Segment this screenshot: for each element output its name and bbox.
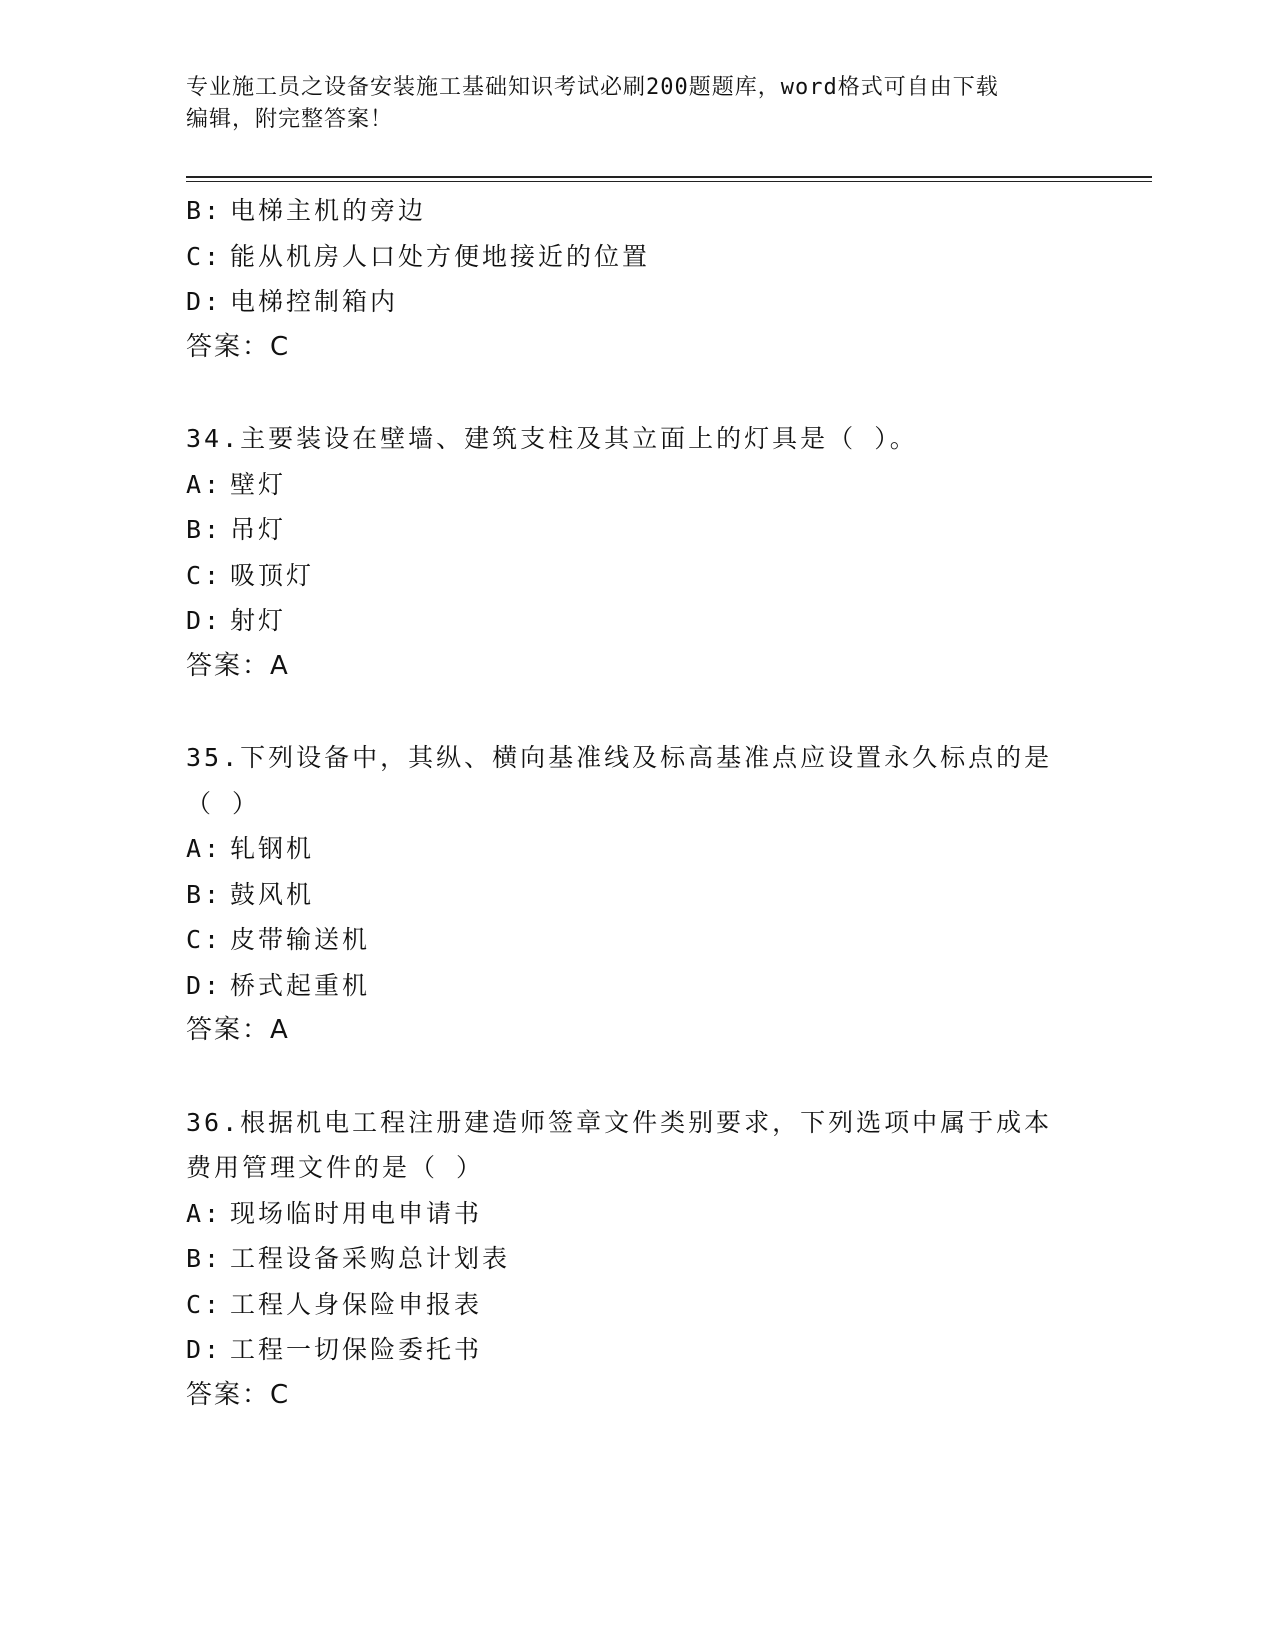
option-c bbox=[186, 917, 1086, 963]
option-key: C: bbox=[186, 241, 223, 271]
option-b bbox=[186, 188, 1086, 234]
option-text: 轧钢机 bbox=[230, 834, 315, 863]
answer-line: 答案：C bbox=[186, 1379, 291, 1410]
question-text-line-1: 35.下列设备中，其纵、横向基准线及标高基准点应设置永久标点的是 bbox=[186, 743, 1053, 772]
question-33 bbox=[186, 188, 1086, 370]
option-text: 能从机房人口处方便地接近的位置 bbox=[230, 241, 651, 271]
spacer bbox=[186, 370, 1086, 416]
question-text: 34.主要装设在壁墙、建筑支柱及其立面上的灯具是（ ）。 bbox=[186, 424, 918, 453]
option-c bbox=[186, 234, 1086, 280]
option-text: 吊灯 bbox=[230, 515, 287, 544]
option-key: D: bbox=[186, 1335, 223, 1364]
option-text: 吸顶灯 bbox=[230, 560, 315, 590]
spacer bbox=[186, 689, 1086, 735]
option-text: 射灯 bbox=[230, 606, 287, 635]
option-text: 工程人身保险申报表 bbox=[230, 1289, 483, 1319]
header-line-2: 编辑，附完整答案！ bbox=[186, 107, 394, 132]
option-key: C: bbox=[186, 1289, 223, 1319]
answer-line: 答案：A bbox=[186, 650, 290, 681]
option-a bbox=[186, 826, 1086, 872]
option-b bbox=[186, 1236, 1086, 1282]
option-key: A: bbox=[186, 469, 223, 499]
option-b bbox=[186, 507, 1086, 553]
question-list bbox=[186, 188, 1086, 1418]
option-text: 皮带输送机 bbox=[230, 925, 371, 954]
option-text: 工程设备采购总计划表 bbox=[230, 1244, 511, 1273]
question-34 bbox=[186, 416, 1086, 689]
option-text: 壁灯 bbox=[230, 469, 287, 499]
option-text: 现场临时用电申请书 bbox=[230, 1198, 483, 1228]
option-d bbox=[186, 279, 1086, 325]
question-text-line-1: 36.根据机电工程注册建造师签章文件类别要求，下列选项中属于成本 bbox=[186, 1107, 1053, 1137]
option-a bbox=[186, 462, 1086, 508]
spacer bbox=[186, 1054, 1086, 1100]
option-key: D: bbox=[186, 287, 223, 316]
option-text: 鼓风机 bbox=[230, 879, 315, 909]
option-key: A: bbox=[186, 834, 223, 863]
question-text-line-2: 费用管理文件的是（ ） bbox=[186, 1153, 485, 1182]
option-key: D: bbox=[186, 606, 223, 635]
option-text: 电梯主机的旁边 bbox=[230, 196, 427, 225]
question-text-line-2: （ ） bbox=[186, 788, 261, 818]
option-a bbox=[186, 1191, 1086, 1237]
answer-line: 答案：C bbox=[186, 331, 291, 362]
question-36 bbox=[186, 1100, 1086, 1419]
option-key: B: bbox=[186, 196, 223, 225]
header-line-1: 专业施工员之设备安装施工基础知识考试必刷200题题库，word格式可自由下载 bbox=[186, 75, 999, 100]
option-key: D: bbox=[186, 970, 223, 1000]
option-d bbox=[186, 598, 1086, 644]
option-d bbox=[186, 1327, 1086, 1373]
option-key: B: bbox=[186, 1244, 223, 1273]
option-key: C: bbox=[186, 925, 223, 954]
option-text: 工程一切保险委托书 bbox=[230, 1335, 483, 1364]
option-key: B: bbox=[186, 515, 223, 544]
option-d bbox=[186, 963, 1086, 1009]
header-divider bbox=[186, 176, 1152, 182]
option-b bbox=[186, 872, 1086, 918]
option-c bbox=[186, 553, 1086, 599]
option-text: 桥式起重机 bbox=[230, 970, 371, 1000]
option-key: A: bbox=[186, 1198, 223, 1228]
document-header bbox=[186, 72, 1086, 136]
option-text: 电梯控制箱内 bbox=[230, 287, 399, 316]
answer-line: 答案：A bbox=[186, 1015, 290, 1045]
question-35 bbox=[186, 735, 1086, 1054]
option-key: B: bbox=[186, 879, 223, 909]
option-c bbox=[186, 1282, 1086, 1328]
option-key: C: bbox=[186, 560, 223, 590]
